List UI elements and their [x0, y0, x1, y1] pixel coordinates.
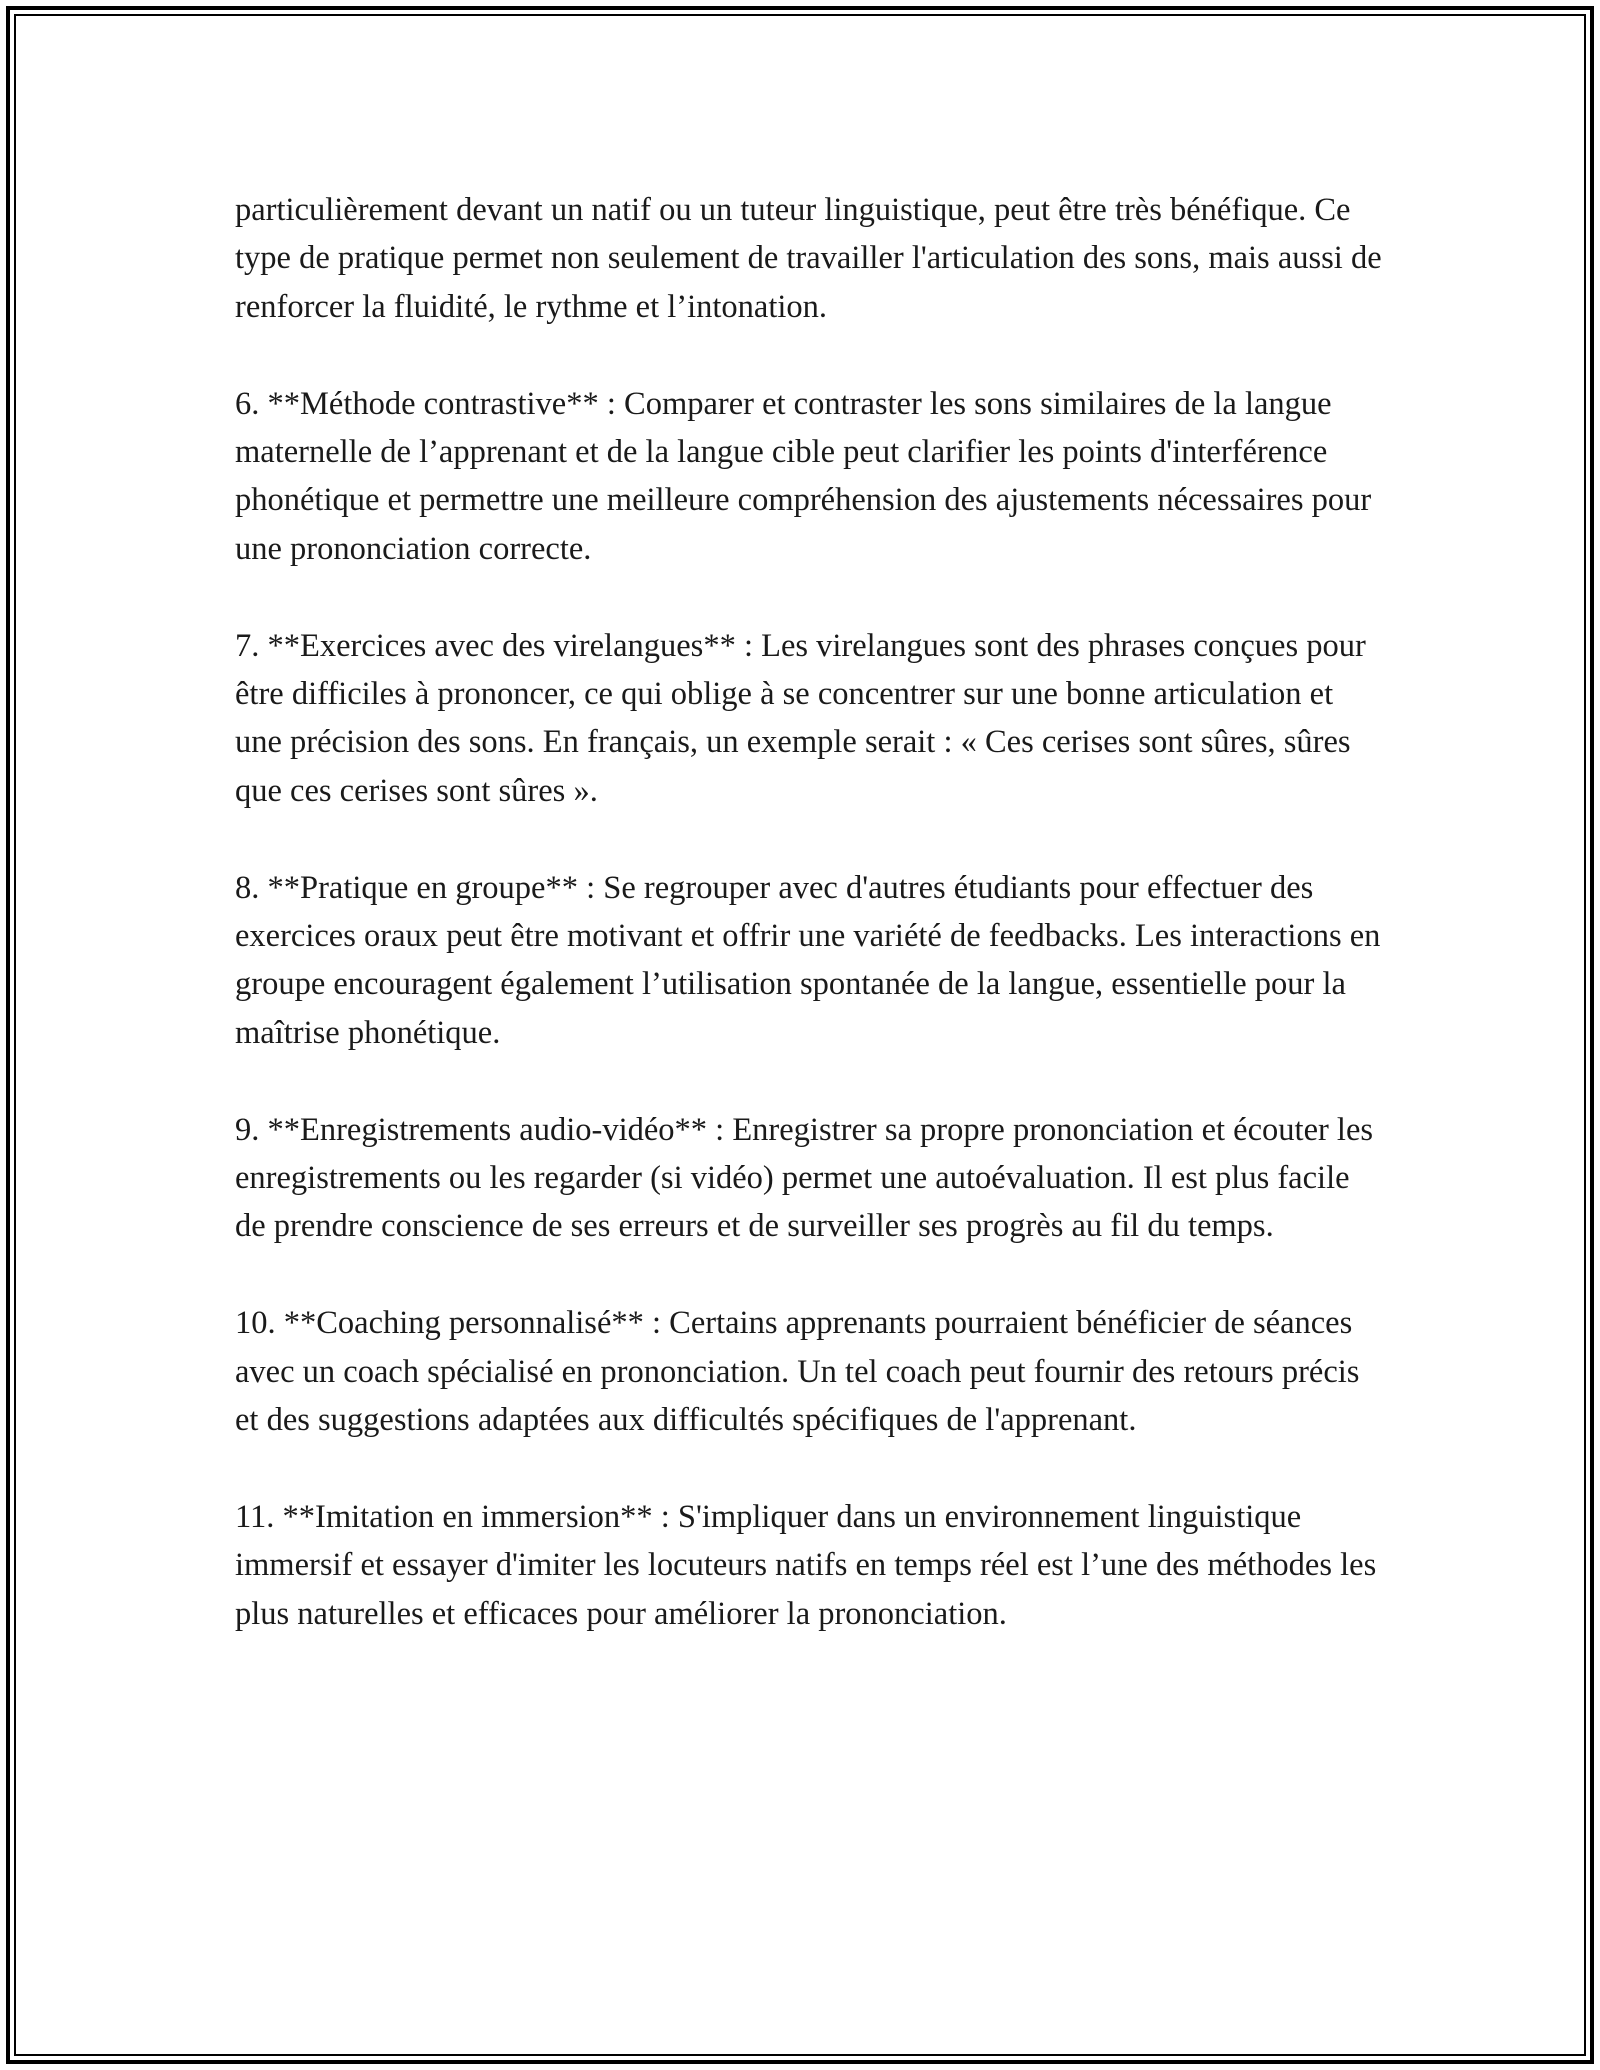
document-body — [235, 186, 1385, 1638]
paragraph-item-9: 9. **Enregistrements audio-vidéo** : Enregistrer sa propre prononciation et écouter les enregistrements ou les regarder (si vidéo) permet une autoévaluation. Il est plus facile de prendre conscience de ses erreurs et de surveiller ses progrès au fil du temps. — [235, 1111, 1374, 1245]
paragraph-item-6: 6. **Méthode contrastive** : Comparer et contraster les sons similaires de la langue maternelle de l’apprenant et de la langue cible peut clarifier les points d'interférence phonétique et permettre une meilleure compréhension des ajustements nécessaires pour une prononciation correcte. — [235, 385, 1372, 567]
paragraph-item-8: 8. **Pratique en groupe** : Se regrouper avec d'autres étudiants pour effectuer des exercices oraux peut être motivant et offrir une variété de feedbacks. Les interactions en groupe encouragent également l’utilisation spontanée de la langue, essentielle pour la maîtrise phonétique. — [235, 869, 1381, 1051]
paragraph-item-10: 10. **Coaching personnalisé** : Certains apprenants pourraient bénéficier de séances avec un coach spécialisé en prononciation. Un tel coach peut fournir des retours précis et des suggestions adaptées aux difficultés spécifiques de l'apprenant. — [235, 1305, 1360, 1439]
paragraph-item-11: 11. **Imitation en immersion** : S'impliquer dans un environnement linguistique immersif et essayer d'imiter les locuteurs natifs en temps réel est l’une des méthodes les plus naturelles et efficaces pour améliorer la prononciation. — [235, 1498, 1377, 1632]
paragraph-item-7: 7. **Exercices avec des virelangues** : Les virelangues sont des phrases conçues pour être difficiles à prononcer, ce qui oblige à se concentrer sur une bonne articulation et une précision des sons. En français, un exemple serait : « Ces cerises sont sûres, sûres que ces cerises sont sûres ». — [235, 627, 1366, 809]
paragraph-continuation: particulièrement devant un natif ou un tuteur linguistique, peut être très bénéfique. Ce type de pratique permet non seulement de travailler l'articulation des sons, mais aussi de renforcer la fluidité, le rythme et l’intonation. — [235, 192, 1382, 325]
